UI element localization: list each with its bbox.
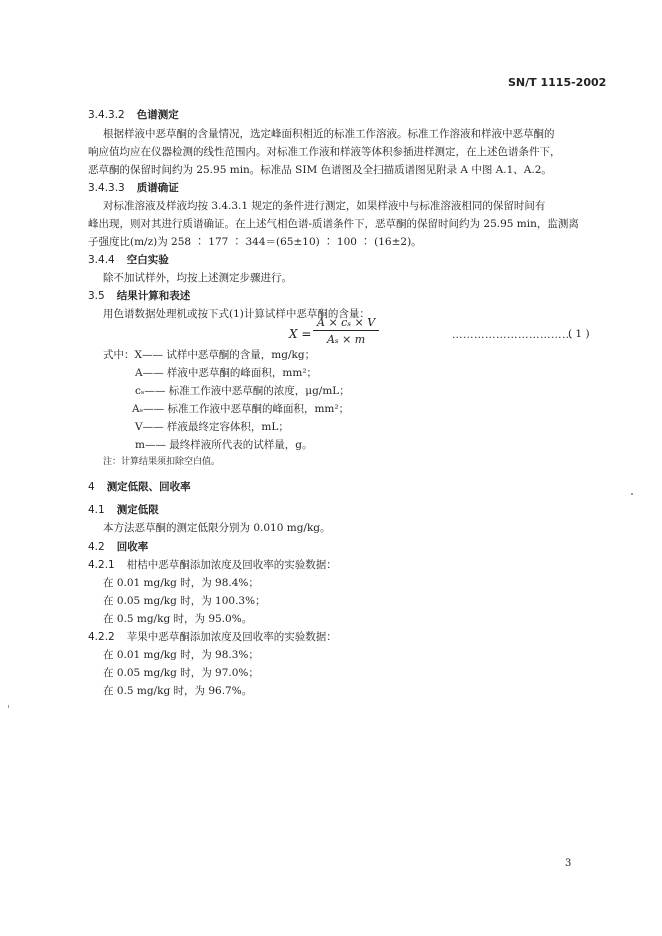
formula-numerator: A × cₛ × V [313, 316, 379, 331]
paragraph-line: 除不加试样外，均按上述测定步骤进行。 [103, 272, 292, 284]
recovery-data-line: 在 0.05 mg/kg 时，为 97.0%； [103, 667, 259, 679]
page-number: 3 [565, 858, 572, 869]
paragraph-line: 根据样液中恶草酮的含量情况，选定峰面积相近的标准工作溶液。标准工作溶液和样液中恶草酮的 [103, 128, 555, 140]
section-3-4-3-2-heading [88, 110, 179, 121]
section-3-5-heading [88, 291, 190, 302]
section-title: 苹果中恶草酮添加浓度及回收率的实验数据： [126, 631, 337, 643]
section-title: 测定低限 [116, 504, 159, 516]
formula-lhs: X = [289, 327, 312, 341]
section-3-4-4-heading [88, 255, 169, 266]
calculation-note: 注：计算结果须扣除空白值。 [103, 457, 221, 467]
variable-definition: m—— 最终样液所代表的试样量，g。 [135, 439, 313, 451]
recovery-data-line: 在 0.01 mg/kg 时，为 98.3%； [103, 649, 259, 661]
section-number: 3.4.3.2 [88, 109, 125, 121]
section-title: 空白实验 [126, 254, 169, 266]
section-4-2-1-heading [88, 560, 337, 571]
paragraph-line: 本方法恶草酮的测定低限分别为 0.010 mg/kg。 [103, 522, 331, 534]
recovery-data-line: 在 0.01 mg/kg 时，为 98.4%； [103, 577, 259, 589]
recovery-data-line: 在 0.05 mg/kg 时，为 100.3%； [103, 595, 266, 607]
section-number: 4 [88, 481, 95, 493]
section-title: 回收率 [116, 541, 149, 553]
paragraph-line: 子强度比(m/z)为 258 ∶ 177 ∶ 344＝(65±10) ∶ 100 ∶ (16±2)。 [88, 236, 422, 248]
paragraph-line: 对标准溶液及样液均按 3.4.3.1 规定的条件进行测定，如果样液中与标准溶液相同的保留时间有 [103, 200, 546, 212]
section-3-4-3-3-heading [88, 183, 179, 194]
section-number: 4.2.2 [88, 631, 115, 643]
section-number: 3.4.4 [88, 254, 115, 266]
section-title: 质谱确证 [136, 182, 179, 194]
section-title: 柑桔中恶草酮添加浓度及回收率的实验数据： [126, 559, 337, 571]
paragraph-line: 响应值均应在仪器检测的线性范围内。对标准工作液和样液等体积参插进样测定，在上述色谱条件下， [88, 146, 561, 158]
scan-speck [631, 493, 633, 495]
variable-definition: V—— 样液最终定容体积，mL； [135, 421, 289, 433]
recovery-data-line: 在 0.5 mg/kg 时，为 95.0%。 [103, 613, 253, 625]
formula-dot-leader: …………………………… [452, 329, 573, 341]
section-number: 3.5 [88, 290, 105, 302]
recovery-data-line: 在 0.5 mg/kg 时，为 96.7%。 [103, 685, 253, 697]
formula-denominator: Aₛ × m [326, 333, 366, 346]
paragraph-line: 恶草酮的保留时间约为 25.95 min。标准品 SIM 色谱图及全扫描质谱图见附录 A 中图 A.1、A.2。 [88, 164, 552, 176]
section-number: 3.4.3.3 [88, 182, 125, 194]
section-4-2-2-heading [88, 632, 337, 643]
section-title: 测定低限、回收率 [106, 481, 191, 493]
paragraph-line: 用色谱数据处理机或按下式(1)计算试样中恶草酮的含量： [103, 308, 370, 320]
variable-definition: cₛ—— 标准工作液中恶草酮的浓度，μg/mL； [135, 385, 350, 397]
standard-code: SN/T 1115-2002 [508, 76, 607, 89]
section-title: 结果计算和表述 [116, 290, 191, 302]
section-4-1-heading [88, 505, 159, 516]
section-number: 4.1 [88, 504, 105, 516]
section-4-2-heading [88, 542, 148, 553]
section-number: 4.2.1 [88, 559, 115, 571]
scan-speck [8, 705, 9, 708]
formula-equation-number: ( 1 ) [568, 328, 590, 340]
paragraph-line: 峰出现，则对其进行质谱确证。在上述气相色谱-质谱条件下，恶草酮的保留时间约为 25.95 min，监测离 [88, 218, 579, 230]
section-title: 色谱测定 [136, 109, 179, 121]
chapter-4-heading [88, 482, 191, 493]
variable-definition: Aₛ—— 标准工作液中恶草酮的峰面积，mm²； [132, 403, 350, 415]
section-number: 4.2 [88, 541, 105, 553]
variable-definition: A—— 样液中恶草酮的峰面积，mm²； [135, 367, 318, 379]
variable-definition: 式中：X—— 试样中恶草酮的含量，mg/kg； [103, 349, 316, 361]
formula-fraction [313, 316, 379, 346]
